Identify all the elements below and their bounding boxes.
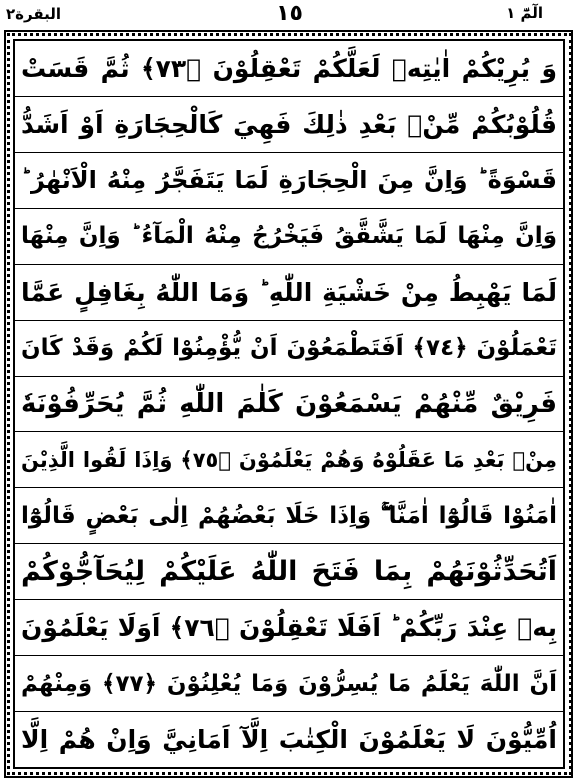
text-line — [15, 377, 563, 433]
text-line — [15, 712, 563, 767]
line-text: مِنْۢ بَعْدِ مَا عَقَلُوْهُ وَهُمْ يَعْلَمُوْنَ ﴿٧٥﴾ وَاِذَا لَقُوا الَّذِيْنَ — [21, 447, 558, 472]
juz-name: الٓمّٓ ١ — [506, 4, 543, 22]
line-text: وَ يُرِيْكُمْ اٰيٰتِهٖ لَعَلَّكُمْ تَعْقِلُوْنَ ﴿٧٣﴾ ثُمَّ قَسَتْ — [21, 53, 557, 83]
line-text: فَرِيْقٌ مِّنْهُمْ يَسْمَعُوْنَ كَلٰمَ اللّٰهِ ثُمَّ يُحَرِّفُوْنَهٗ — [21, 388, 557, 419]
line-text: تَعْمَلُوْنَ ﴿٧٤﴾ اَفَتَطْمَعُوْنَ اَنْ يُّؤْمِنُوْا لَكُمْ وَقَدْ كَانَ — [21, 335, 558, 362]
text-line — [15, 209, 563, 265]
text-line — [15, 488, 563, 544]
text-line — [15, 265, 563, 321]
surah-name: البقرة٢ — [6, 5, 62, 23]
line-text: اٰمَنُوْا قَالُوْٓا اٰمَنَّا ۚۖ وَاِذَا خَلَا بَعْضُهُمْ اِلٰى بَعْضٍ قَالُوْٓا — [21, 502, 557, 529]
text-line — [15, 600, 563, 656]
text-line — [15, 153, 563, 209]
text-frame — [13, 39, 565, 769]
line-text: لَمَا يَهْبِطُ مِنْ خَشْيَةِ اللّٰهِ ؕ وَمَا اللّٰهُ بِغَافِلٍ عَمَّا — [21, 277, 557, 307]
line-text: اَتُحَدِّثُوْنَهُمْ بِمَا فَتَحَ اللّٰهُ عَلَيْكُمْ لِيُحَآجُّوْكُمْ — [21, 556, 557, 588]
line-text: بِهٖ عِنْدَ رَبِّكُمْ ؕ اَفَلَا تَعْقِلُوْنَ ﴿٧٦﴾ اَوَلَا يَعْلَمُوْنَ — [21, 613, 557, 643]
line-text: قَسْوَةً ؕ وَاِنَّ مِنَ الْحِجَارَةِ لَمَا يَتَفَجَّرُ مِنْهُ الْاَنْهٰرُ ؕ — [21, 166, 557, 195]
page-number: ١٥ — [276, 1, 303, 26]
text-line — [15, 432, 563, 488]
line-text: وَاِنَّ مِنْهَا لَمَا يَشَّقَّقُ فَيَخْرُجُ مِنْهُ الْمَآءُ ؕ وَاِنَّ مِنْهَا — [21, 223, 557, 250]
page-header — [0, 0, 579, 30]
line-text: قُلُوْبُكُمْ مِّنْۢ بَعْدِ ذٰلِكَ فَهِيَ كَالْحِجَارَةِ اَوْ اَشَدُّ — [21, 109, 557, 139]
text-line — [15, 544, 563, 600]
text-line — [15, 41, 563, 97]
text-line — [15, 321, 563, 377]
line-text: اُمِّيُّوْنَ لَا يَعْلَمُوْنَ الْكِتٰبَ اِلَّآ اَمَانِيَّ وَاِنْ هُمْ اِلَّا — [21, 725, 557, 755]
text-line — [15, 97, 563, 153]
text-line — [15, 656, 563, 712]
line-text: اَنَّ اللّٰهَ يَعْلَمُ مَا يُسِرُّوْنَ وَمَا يُعْلِنُوْنَ ﴿٧٧﴾ وَمِنْهُمْ — [21, 670, 557, 697]
